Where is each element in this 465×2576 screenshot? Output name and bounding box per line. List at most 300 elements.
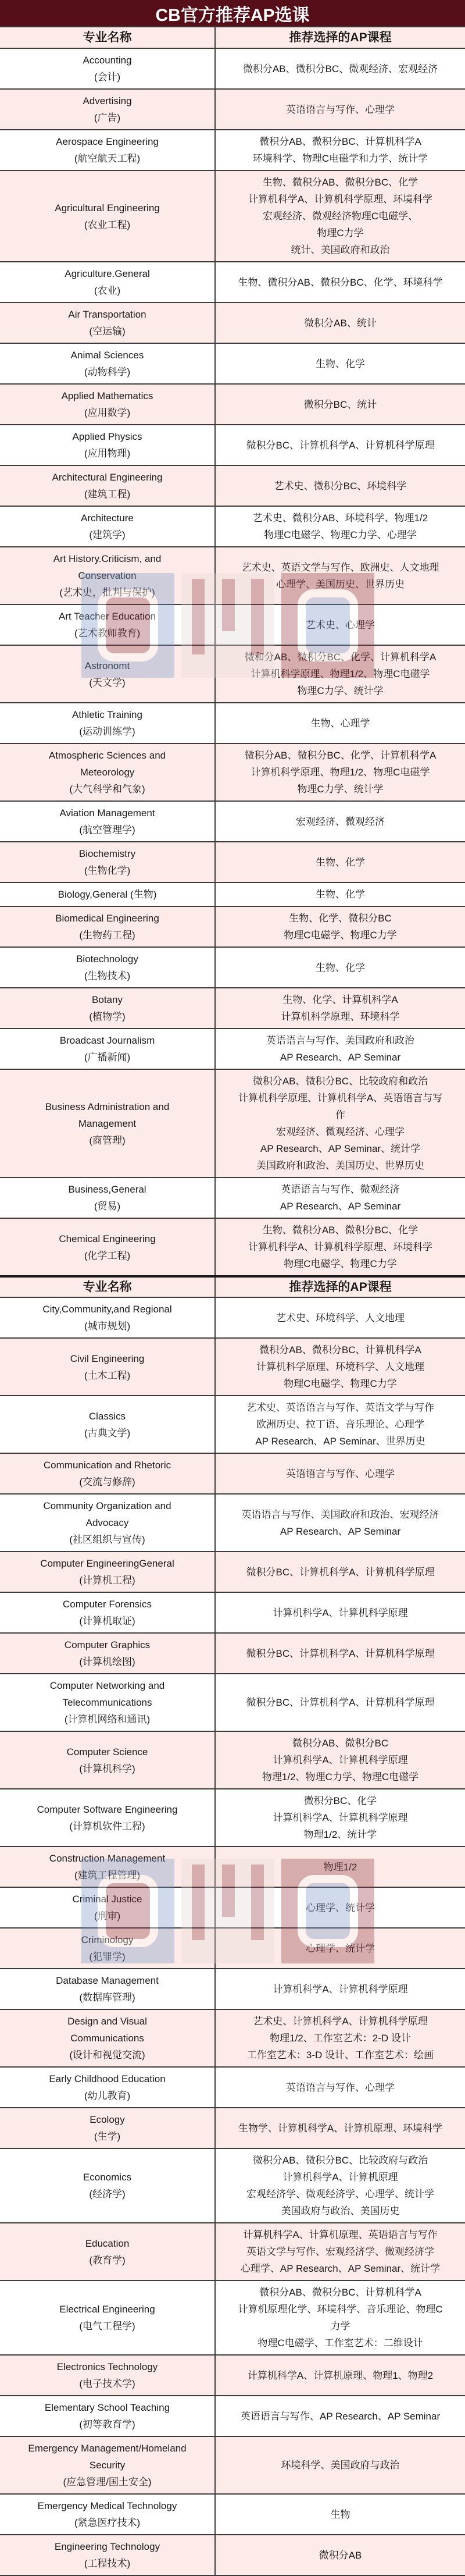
course-list-line: 物理1/2 <box>323 1861 357 1873</box>
course-list-line: 艺术史、环境科学、人文地理 <box>276 1312 405 1323</box>
course-list-line: 宏观经济学、微观经济学、心理学、统计学 <box>246 2189 434 2200</box>
major-name-line: Art Teacher Education <box>59 611 156 622</box>
course-list-line: AP Research、AP Seminar <box>280 1525 401 1537</box>
table-row <box>0 2436 465 2494</box>
major-name-cell <box>0 2108 215 2148</box>
major-name-cell <box>0 883 215 906</box>
course-list-line: 艺术史、英语文学与写作、欧洲史、人文地理 <box>241 561 439 573</box>
course-list-line: 英语语言与写作、美国政府和政治 <box>266 1035 414 1046</box>
major-name-line: Air Transportation <box>68 309 146 320</box>
course-list-line: 心理学、统计学 <box>306 1902 375 1913</box>
recommended-courses-cell <box>215 170 465 262</box>
recommended-courses-cell <box>215 947 465 988</box>
course-list-line: 物理C力学、统计学 <box>297 685 384 696</box>
major-name-cell <box>0 1731 215 1789</box>
major-name-line: Botany <box>92 994 123 1005</box>
course-list-line: 微积分AB、微积分BC、化学、计算机科学A <box>244 750 437 761</box>
table-row <box>0 425 465 465</box>
course-list-line: 物理C电磁学、物理C力学 <box>284 1378 397 1389</box>
major-name-cell <box>0 1846 215 1887</box>
course-list-line: AP Research、AP Seminar、统计学 <box>260 1143 421 1154</box>
course-list-line: 计算机原理化学、环境科学、音乐理论、物理C <box>238 2304 443 2315</box>
course-list-line: 心理学、美国历史、世界历史 <box>276 578 405 590</box>
recommended-courses-cell <box>215 1928 465 1969</box>
recommended-courses-cell <box>215 1297 465 1338</box>
major-name-line: Athletic Training <box>72 709 142 720</box>
major-name-line: Communication and Rhetoric <box>43 1460 171 1471</box>
major-name-cell <box>0 2436 215 2494</box>
major-name-cell <box>0 1453 215 1494</box>
major-name-line: (生物化学) <box>84 865 131 876</box>
major-name-line: Agriculture.General <box>65 268 150 279</box>
table-header-row <box>0 27 465 48</box>
major-name-line: Economics <box>83 2172 132 2183</box>
page-title: CB官方推荐AP选课 <box>0 0 465 27</box>
course-list-line: 艺术史、微积分AB、环境科学、物理1/2 <box>252 513 428 524</box>
major-name-line: Community Organization and <box>43 1500 171 1511</box>
table-row <box>0 1789 465 1846</box>
recommended-courses-cell <box>215 465 465 506</box>
column-header-courses: 推荐选择的AP课程 <box>215 1276 465 1297</box>
table-row <box>0 2108 465 2148</box>
recommended-courses-cell <box>215 2223 465 2280</box>
table-header-row <box>0 1276 465 1297</box>
major-name-line: (幼儿教育) <box>84 2090 131 2101</box>
major-name-line: Civil Engineering <box>70 1353 145 1364</box>
recommended-courses-cell <box>215 1338 465 1396</box>
major-name-line: Astronomt <box>84 660 130 671</box>
major-name-line: Elementary School Teaching <box>44 2402 170 2413</box>
table-row <box>0 2009 465 2067</box>
major-name-line: (天文学) <box>89 677 126 688</box>
recommended-courses-cell <box>215 2535 465 2575</box>
course-list-line: 微积分AB、微积分BC、比较政府和政治 <box>252 1076 428 1087</box>
major-name-line: (计算机软件工程) <box>69 1820 145 1832</box>
major-name-cell <box>0 2148 215 2223</box>
major-name-cell <box>0 1789 215 1846</box>
course-list-line: 作 <box>335 1109 345 1120</box>
recommended-courses-cell <box>215 2494 465 2535</box>
major-name-line: Biology,General (生物) <box>58 889 157 900</box>
major-name-line: (城市规划) <box>84 1321 131 1332</box>
table-row <box>0 89 465 130</box>
major-name-line: (土木工程) <box>84 1369 131 1381</box>
table-row <box>0 645 465 703</box>
major-name-line: Electrical Engineering <box>59 2304 155 2315</box>
course-list-line: 生物、化学 <box>316 962 365 973</box>
course-list-line: 计算机科学原理、物理1/2、物理C电磁学 <box>251 668 430 679</box>
course-list-line: 计算机科学原理、计算机科学A、英语语言与写 <box>238 1093 443 1104</box>
course-list-line: 微积分BC、统计 <box>303 399 377 410</box>
major-name-cell <box>0 1969 215 2009</box>
major-name-cell <box>0 1592 215 1633</box>
table-row <box>0 842 465 883</box>
recommended-courses-cell <box>215 604 465 645</box>
course-list-line: 微积分AB、微积分BC、计算机科学A <box>259 1344 421 1355</box>
table-row <box>0 988 465 1029</box>
recommended-courses-cell <box>215 1969 465 2009</box>
table-row <box>0 1494 465 1552</box>
major-name-line: (农业工程) <box>84 219 131 230</box>
course-list-line: 物理C电磁学、物理C力学 <box>284 930 397 941</box>
major-name-line: Agricultural Engineering <box>55 202 160 214</box>
course-list-line: 生物、化学、微积分BC <box>289 913 392 924</box>
recommended-courses-cell <box>215 48 465 89</box>
major-name-cell <box>0 2355 215 2396</box>
major-name-cell <box>0 2396 215 2436</box>
course-list-line: 生物、微积分AB、微积分BC、化学 <box>262 1225 419 1236</box>
major-name-line: (广播新闻) <box>84 1052 131 1063</box>
course-list-line: 宏观经济、微观经济 <box>296 816 385 827</box>
major-name-line: Criminal Justice <box>72 1894 142 1905</box>
recommended-courses-cell <box>215 506 465 547</box>
major-name-cell <box>0 703 215 743</box>
major-name-line: (应用数学) <box>84 407 131 418</box>
major-name-cell <box>0 2067 215 2108</box>
major-name-cell <box>0 1552 215 1592</box>
table-row <box>0 703 465 743</box>
major-name-cell <box>0 130 215 170</box>
course-list-line: 生物、化学 <box>316 889 365 900</box>
major-name-line: Computer Graphics <box>64 1639 151 1650</box>
course-list-line: 欧洲历史、拉丁语、音乐理论、心理学 <box>256 1419 424 1430</box>
recommended-courses-cell <box>215 645 465 703</box>
course-list-line: 美国政府与政治、美国历史 <box>281 2205 400 2216</box>
course-list-line: 美国政府和政治、美国历史、世界历史 <box>256 1160 424 1171</box>
table-row <box>0 170 465 262</box>
major-name-line: Aerospace Engineering <box>56 136 159 147</box>
course-list-line: 物理1/2、统计学 <box>303 1829 377 1840</box>
major-name-line: Biomedical Engineering <box>55 913 159 924</box>
table-row <box>0 1069 465 1177</box>
course-list-line: 心理学、AP Research、AP Seminar、统计学 <box>240 2263 441 2274</box>
major-name-line: (动物科学) <box>84 367 131 378</box>
course-list-line: 计算机科学原理、物理1/2、物理C电磁学 <box>251 767 430 778</box>
recommended-courses-cell <box>215 89 465 130</box>
major-name-line: (空运输) <box>89 326 126 337</box>
recommended-courses-cell <box>215 262 465 303</box>
major-name-cell <box>0 1069 215 1177</box>
table-row <box>0 465 465 506</box>
major-name-cell <box>0 48 215 89</box>
major-name-line: (生学) <box>94 2131 121 2142</box>
major-name-line: (建筑工程管理) <box>74 1870 141 1881</box>
course-list-line: 计算机科学A、计算机科学原理 <box>273 1755 408 1766</box>
recommended-courses-cell <box>215 1846 465 1887</box>
recommended-courses-cell <box>215 801 465 842</box>
major-name-line: (数据库管理) <box>79 1992 135 2003</box>
course-list-line: 计算机科学原理、环境科学 <box>281 1011 400 1022</box>
major-name-cell <box>0 604 215 645</box>
recommended-courses-cell <box>215 1218 465 1276</box>
major-name-line: (工程技术) <box>84 2558 131 2569</box>
course-list-line: 环境科学、物理C电磁学和力学、统计学 <box>252 153 428 164</box>
major-name-line: Broadcast Journalism <box>59 1035 155 1046</box>
recommended-courses-cell <box>215 425 465 465</box>
major-name-cell <box>0 1633 215 1674</box>
table-row <box>0 1396 465 1453</box>
recommended-courses-cell <box>215 1453 465 1494</box>
major-name-line: (广告) <box>94 112 121 123</box>
recommended-courses-cell <box>215 2355 465 2396</box>
major-name-line: (电气工程学) <box>79 2321 135 2332</box>
course-list-line: 生物、微积分AB、微积分BC、化学 <box>262 177 419 188</box>
table-row <box>0 2494 465 2535</box>
course-list-line: 物理1/2、物理C力学、物理C电磁学 <box>262 1771 419 1782</box>
major-name-cell <box>0 2009 215 2067</box>
major-name-cell <box>0 801 215 842</box>
major-name-cell <box>0 1674 215 1731</box>
course-list-line: 生物 <box>330 2509 350 2520</box>
major-name-line: (教育学) <box>89 2254 126 2266</box>
major-name-cell <box>0 2494 215 2535</box>
major-name-line: (社区组织与宣传) <box>69 1534 145 1545</box>
major-name-line: (应急管理/国土安全) <box>63 2477 152 2488</box>
course-list-line: 宏观经济、微观经济、心理学 <box>276 1126 405 1137</box>
column-header-major: 专业名称 <box>0 27 215 48</box>
major-name-cell <box>0 1928 215 1969</box>
course-list-line: 心理学、统计学 <box>306 1942 375 1954</box>
major-name-cell <box>0 1297 215 1338</box>
recommended-courses-cell <box>215 1674 465 1731</box>
major-name-line: (古典文学) <box>84 1427 131 1439</box>
recommended-courses-cell <box>215 1633 465 1674</box>
course-list-line: 微积分AB、微积分BC、比较政府与政治 <box>252 2155 428 2166</box>
major-name-cell <box>0 2280 215 2355</box>
major-name-line: (艺术史，批判与保护) <box>59 587 155 598</box>
major-name-line: Biochemistry <box>78 848 136 859</box>
major-name-line: Database Management <box>56 1975 159 1986</box>
course-list-line: 微积分AB、微积分BC、微观经济、宏观经济 <box>242 63 438 74</box>
major-name-line: Engineering Technology <box>54 2541 160 2552</box>
major-name-line: (电子技术学) <box>79 2378 135 2389</box>
major-name-line: (运动训练学) <box>79 726 135 737</box>
major-name-line: (航空航天工程) <box>74 153 141 164</box>
recommended-courses-cell <box>215 303 465 343</box>
recommended-courses-cell <box>215 2148 465 2223</box>
major-name-line: Applied Mathematics <box>61 390 153 401</box>
major-name-line: Aviation Management <box>59 807 155 819</box>
course-list-line: 计算机科学A、计算机原理、物理1、物理2 <box>247 2369 434 2381</box>
recommended-courses-cell <box>215 343 465 384</box>
table-row <box>0 743 465 801</box>
major-name-line: Classics <box>88 1410 126 1422</box>
major-name-cell <box>0 262 215 303</box>
course-list-line: 宏观经济、微观经济物理C电磁学、 <box>262 211 419 222</box>
table-row <box>0 1633 465 1674</box>
table-row <box>0 547 465 604</box>
table-row <box>0 303 465 343</box>
major-name-line: (犯罪学) <box>89 1951 126 1962</box>
recommended-courses-cell <box>215 2280 465 2355</box>
table-row <box>0 2223 465 2280</box>
course-list-line: 生物、化学 <box>316 856 365 868</box>
table-row <box>0 506 465 547</box>
major-name-line: (应用物理) <box>84 448 131 459</box>
major-name-cell <box>0 1338 215 1396</box>
major-name-line: (建筑工程) <box>84 489 131 500</box>
course-list-line: 力学 <box>330 2321 350 2332</box>
major-name-line: Computer Science <box>66 1746 148 1757</box>
table-row <box>0 1928 465 1969</box>
major-name-line: (贸易) <box>94 1201 121 1212</box>
major-name-line: Construction Management <box>49 1853 166 1864</box>
recommended-courses-cell <box>215 1029 465 1069</box>
course-list-line: AP Research、AP Seminar、世界历史 <box>255 1436 425 1447</box>
major-name-cell <box>0 170 215 262</box>
recommended-courses-cell <box>215 743 465 801</box>
table-row <box>0 1453 465 1494</box>
course-list-line: 生物、微积分AB、微积分BC、化学、环境科学 <box>238 276 443 288</box>
major-name-line: Telecommunications <box>62 1697 152 1708</box>
major-name-line: (设计和视觉交流) <box>69 2050 145 2061</box>
table-row <box>0 604 465 645</box>
course-list-line: 微积分BC、计算机科学A、计算机科学原理 <box>246 439 435 451</box>
major-name-line: (商管理) <box>89 1134 126 1146</box>
course-list-line: 物理C力学 <box>317 227 364 239</box>
course-list-line: 微积分BC、计算机科学A、计算机科学原理 <box>246 1566 435 1578</box>
table-row <box>0 343 465 384</box>
major-name-line: Animal Sciences <box>70 350 144 361</box>
major-name-line: (建筑学) <box>89 529 126 540</box>
table-row <box>0 48 465 89</box>
major-name-line: Business,General <box>68 1184 146 1195</box>
major-name-line: Computer Forensics <box>62 1599 152 1610</box>
recommended-courses-cell <box>215 1177 465 1218</box>
table-row <box>0 1674 465 1731</box>
course-list-line: 生物、化学 <box>316 358 365 369</box>
major-name-cell <box>0 645 215 703</box>
recommended-courses-cell <box>215 130 465 170</box>
major-name-line: (农业) <box>94 285 121 296</box>
recommended-courses-cell <box>215 2108 465 2148</box>
major-name-cell <box>0 988 215 1029</box>
major-name-cell <box>0 343 215 384</box>
course-list-line: 微积分AB <box>319 2549 362 2561</box>
major-name-line: Atmospheric Sciences and <box>48 750 166 761</box>
recommended-courses-cell <box>215 2009 465 2067</box>
course-list-line: 英语语言与写作、微观经济 <box>281 1184 400 1195</box>
recommended-courses-cell <box>215 883 465 906</box>
course-list-line: 艺术史、心理学 <box>306 619 375 631</box>
major-name-line: (计算机绘图) <box>79 1656 135 1667</box>
major-name-line: Architecture <box>81 513 134 524</box>
recommended-courses-cell <box>215 988 465 1029</box>
recommended-courses-cell <box>215 1731 465 1789</box>
major-name-cell <box>0 743 215 801</box>
major-name-line: Ecology <box>90 2114 125 2125</box>
table-body <box>0 27 465 2575</box>
course-list-line: 艺术史、计算机科学A、计算机科学原理 <box>253 2016 428 2027</box>
major-name-line: (航空管理学) <box>79 824 135 835</box>
course-list-line: 英语语言与写作、心理学 <box>286 104 395 115</box>
course-list-line: 计算机科学原理、环境科学、人文地理 <box>256 1361 424 1372</box>
major-name-line: Emergency Management/Homeland <box>28 2443 187 2454</box>
table-row <box>0 1338 465 1396</box>
table-row <box>0 2148 465 2223</box>
major-name-line: (会计) <box>94 72 121 83</box>
major-name-line: Management <box>78 1118 137 1129</box>
recommended-courses-cell <box>215 2436 465 2494</box>
major-name-line: Design and Visual <box>67 2016 147 2027</box>
recommended-courses-cell <box>215 2396 465 2436</box>
major-name-cell <box>0 89 215 130</box>
major-name-line: Communications <box>70 2033 144 2044</box>
major-name-cell <box>0 1887 215 1928</box>
major-name-line: (植物学) <box>89 1011 126 1022</box>
recommended-courses-cell <box>215 1494 465 1552</box>
major-name-line: (紧急医疗技术) <box>74 2517 141 2528</box>
recommended-courses-cell <box>215 2067 465 2108</box>
major-name-cell <box>0 506 215 547</box>
course-list-line: 艺术史、英语语言与写作、英语文学与写作 <box>246 1402 434 1413</box>
course-list-line: 生物、化学、计算机科学A <box>282 994 398 1005</box>
recommended-courses-cell <box>215 906 465 947</box>
recommended-courses-cell <box>215 547 465 604</box>
major-name-cell <box>0 384 215 425</box>
course-list-line: 微积分BC、计算机科学A、计算机科学原理 <box>246 1648 435 1659</box>
table-row <box>0 384 465 425</box>
course-list-line: 艺术史、微积分BC、环境科学 <box>274 480 407 492</box>
major-name-line: (计算机科学) <box>79 1763 135 1774</box>
course-list-line: AP Research、AP Seminar <box>280 1052 401 1063</box>
course-list-line: 微积分AB、统计 <box>304 317 377 329</box>
recommended-courses-cell <box>215 1396 465 1453</box>
ap-course-table <box>0 27 465 2576</box>
major-name-cell <box>0 2535 215 2575</box>
course-list-line: 工作室艺术：3-D 设计、工作室艺术：绘画 <box>246 2050 434 2061</box>
course-list-line: 微和分AB、微积分BC、化学、计算机科学A <box>244 652 437 663</box>
major-name-line: (艺术教师教育) <box>74 628 141 639</box>
table-row <box>0 1887 465 1928</box>
table-row <box>0 1592 465 1633</box>
table-row <box>0 2535 465 2575</box>
major-name-line: Electronics Technology <box>56 2361 158 2372</box>
course-list-line: 生物学、计算机科学A、计算机原理、环境科学 <box>238 2122 443 2134</box>
table-row <box>0 2355 465 2396</box>
course-list-line: 微积分AB、微积分BC、计算机科学A <box>259 136 421 147</box>
table-row <box>0 2280 465 2355</box>
course-list-line: 英语语言与写作、美国政府和政治、宏观经济 <box>241 1508 439 1520</box>
course-list-line: 英语文学与写作、宏观经济学、微观经济学 <box>246 2246 434 2257</box>
course-list-line: 计算机科学A、计算机科学原理、环境科学 <box>248 194 433 205</box>
major-name-line: Computer EngineeringGeneral <box>40 1558 174 1569</box>
major-name-cell <box>0 303 215 343</box>
course-list-line: 微积分BC、计算机科学A、计算机科学原理 <box>246 1697 435 1708</box>
table-row <box>0 1969 465 2009</box>
table-row <box>0 262 465 303</box>
recommended-courses-cell <box>215 1552 465 1592</box>
course-list-line: 计算机科学A、计算机科学原理 <box>273 1607 408 1618</box>
course-list-line: 英语语言与写作、心理学 <box>286 2082 395 2093</box>
major-name-line: (初等教育学) <box>79 2419 135 2430</box>
major-name-cell <box>0 425 215 465</box>
table-row <box>0 2396 465 2436</box>
major-name-line: Business Administration and <box>45 1101 170 1112</box>
course-list-line: 计算机科学A、计算机科学原理、环境科学 <box>248 1241 433 1253</box>
table-row <box>0 2067 465 2108</box>
major-name-line: Computer Networking and <box>49 1680 165 1691</box>
major-name-cell <box>0 906 215 947</box>
course-list-line: 英语语言与写作、心理学 <box>286 1468 395 1479</box>
major-name-line: (化学工程) <box>84 1250 131 1261</box>
major-name-line: Chemical Engineering <box>59 1233 156 1244</box>
major-name-line: (生物药工程) <box>79 930 135 941</box>
course-list-line: 物理C力学、统计学 <box>297 784 384 795</box>
course-list-line: 物理C电磁学、物理C力学 <box>284 1258 397 1269</box>
table-row <box>0 947 465 988</box>
course-list-line: 统计、美国政府和政治 <box>291 244 390 255</box>
